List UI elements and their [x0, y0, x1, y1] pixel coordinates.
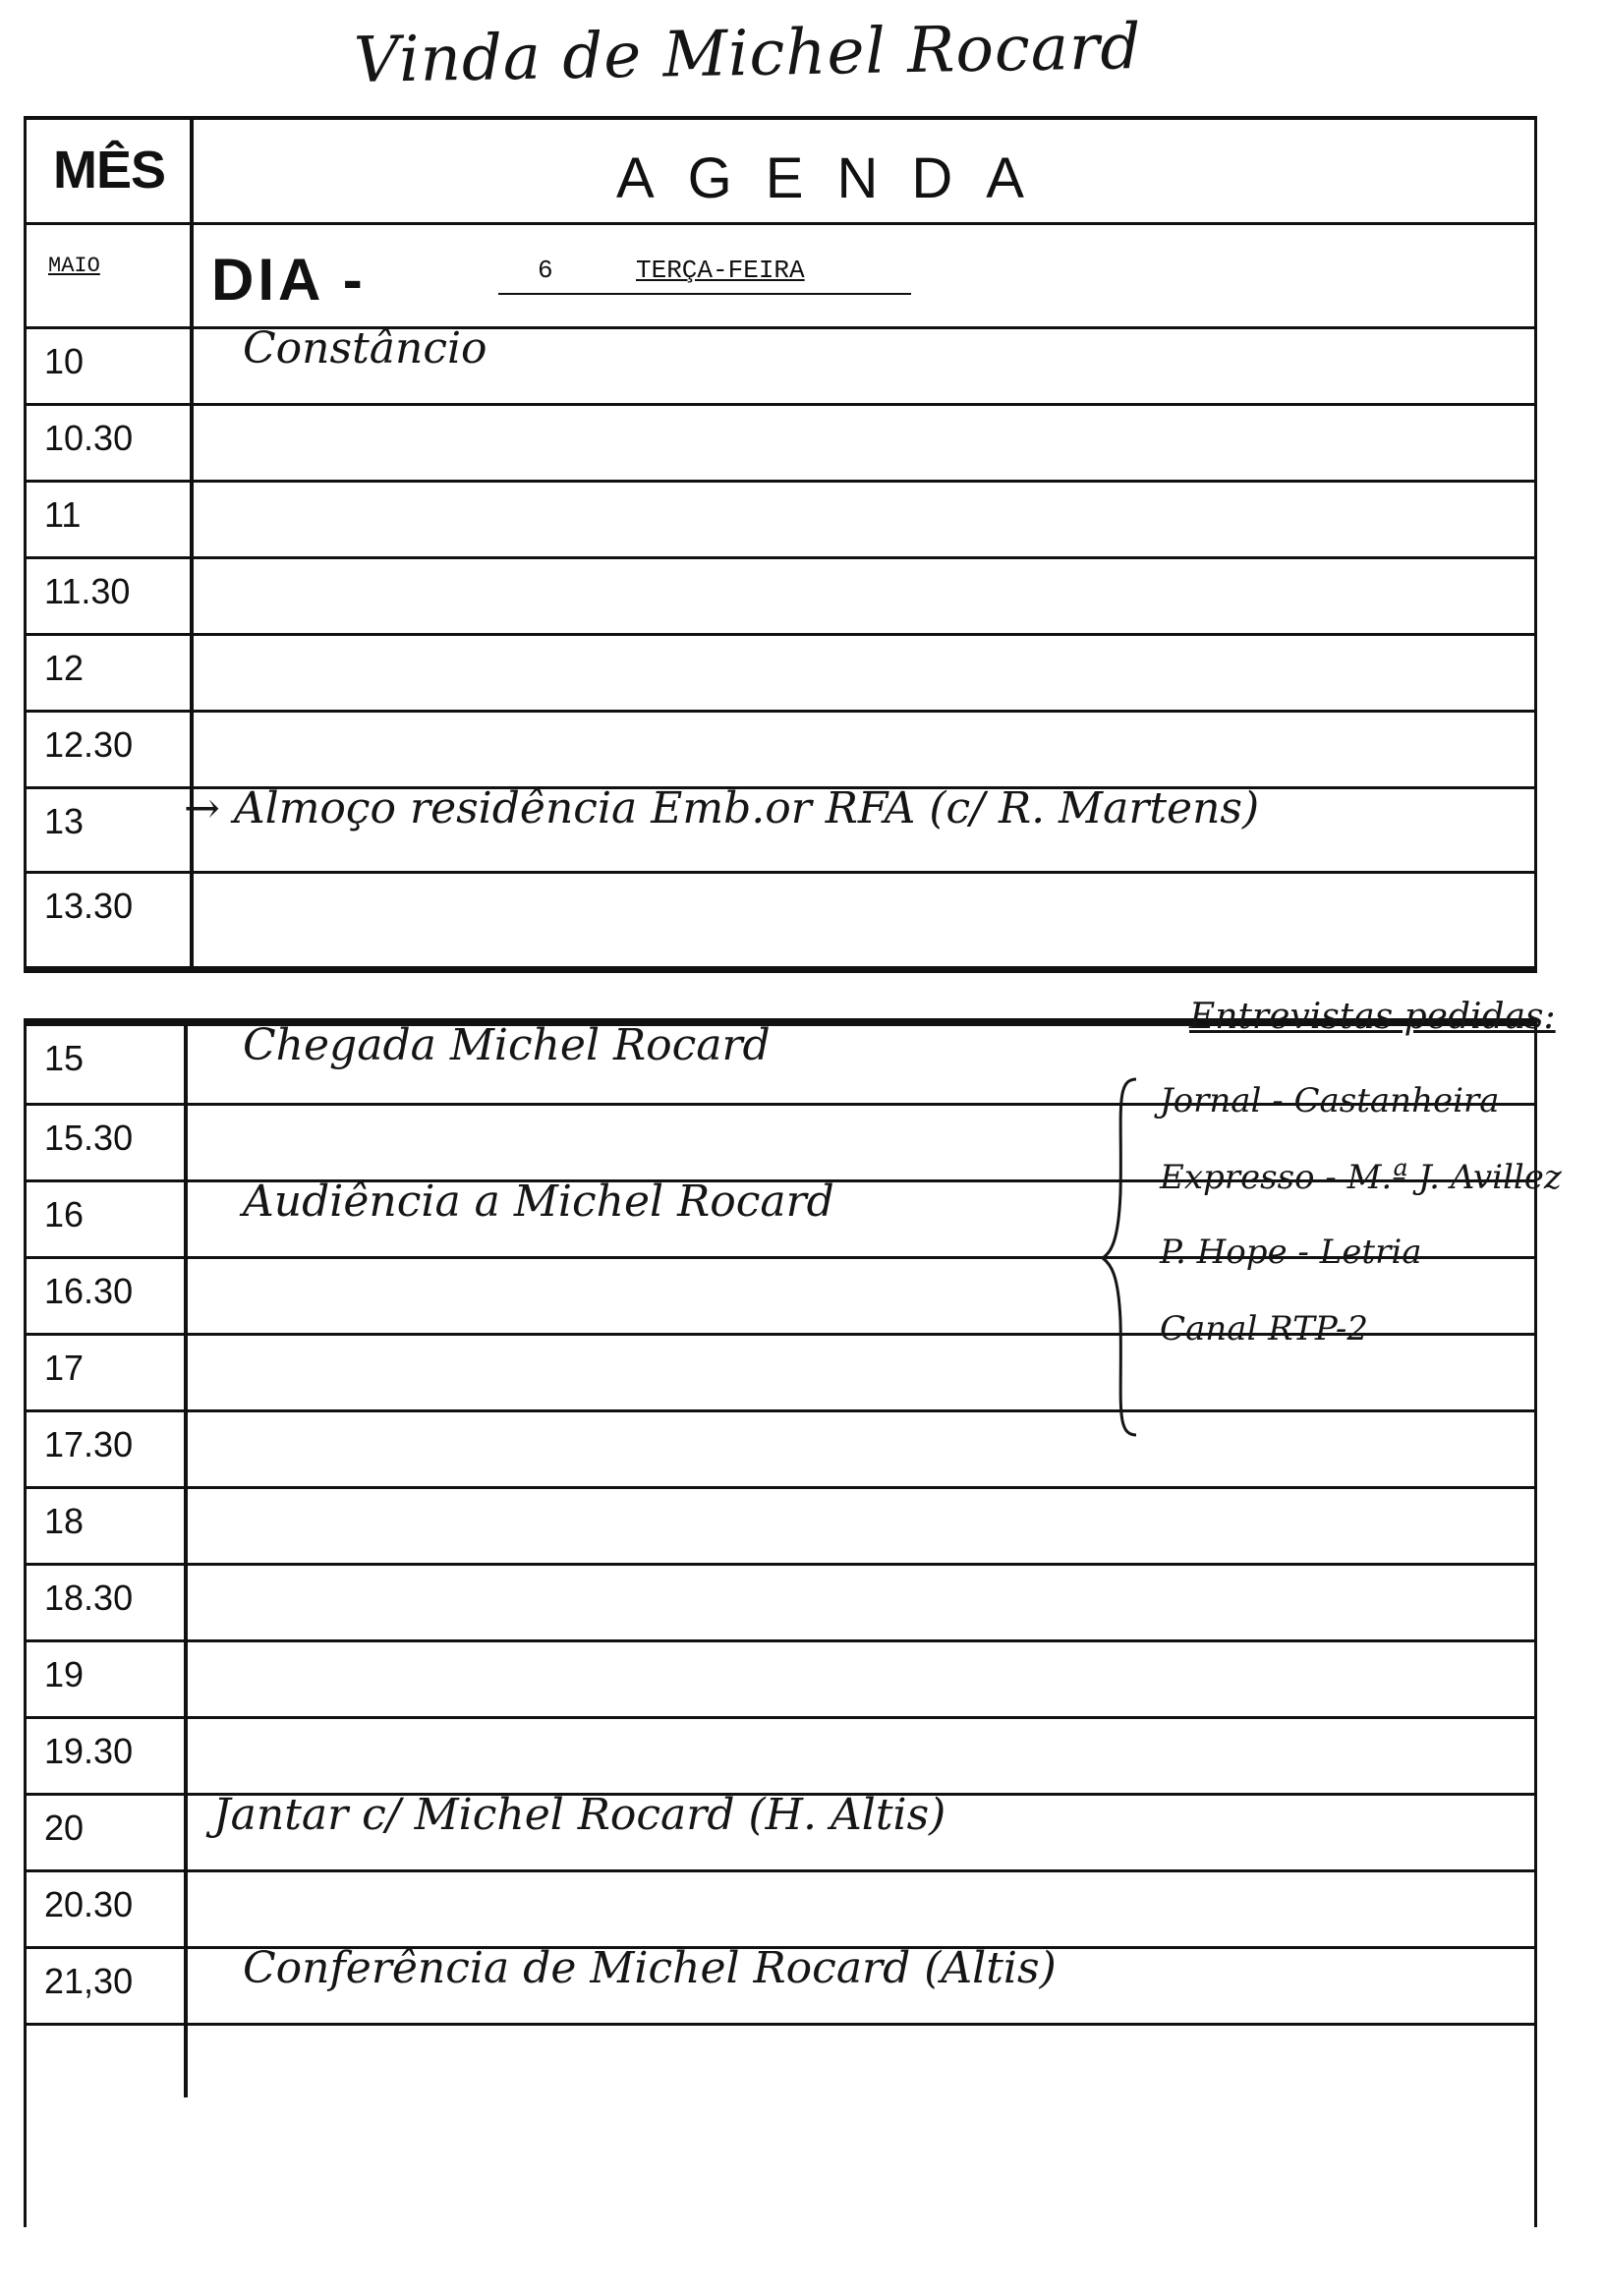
note-item: Jornal - Castanheira — [1160, 1081, 1500, 1120]
interview-requests-note — [1101, 997, 1604, 1439]
day-underline — [498, 293, 911, 295]
note-item: Canal RTP-2 — [1160, 1309, 1368, 1349]
day-label: DIA - — [211, 247, 367, 313]
note-item: Expresso - M.ª J. Avillez — [1160, 1158, 1562, 1197]
time-slot — [27, 1943, 1534, 2001]
time-slot — [27, 1486, 1534, 1541]
time-slot — [27, 480, 1534, 535]
note-heading: Entrevistas pedidas: — [1189, 997, 1556, 1037]
time-slot — [27, 1790, 1534, 1848]
slot-time: 11.30 — [44, 571, 131, 611]
time-slot — [27, 1869, 1534, 1924]
time-slot — [27, 323, 1534, 381]
page-title: Vinda de Michel Rocard — [353, 11, 1143, 97]
slot-time: 19.30 — [44, 1731, 134, 1771]
note-item: P. Hope - Letria — [1160, 1233, 1422, 1272]
time-slot — [27, 871, 1534, 926]
slot-entry: Audiência a Michel Rocard — [243, 1177, 834, 1227]
slot-time: 20 — [44, 1808, 85, 1848]
slot-time: 21,30 — [44, 1961, 134, 2001]
day-number: 6 — [538, 256, 553, 285]
time-slot — [27, 1716, 1534, 1771]
slot-time: 19 — [44, 1654, 85, 1694]
time-slot — [27, 783, 1534, 841]
slot-time: 13.30 — [44, 886, 134, 926]
time-slot — [27, 710, 1534, 765]
slot-time: 11 — [44, 494, 82, 535]
time-column-divider — [190, 120, 194, 966]
slot-time: 16.30 — [44, 1271, 134, 1311]
slot-time: 10 — [44, 341, 85, 381]
slot-entry: Constâncio — [243, 323, 487, 373]
slot-time: 10.30 — [44, 418, 134, 458]
slot-time: 15 — [44, 1038, 85, 1078]
day-weekday: TERÇA-FEIRA — [636, 256, 805, 285]
slot-time: 16 — [44, 1194, 85, 1234]
month-column-header: MÊS — [52, 141, 166, 200]
slot-entry: Conferência de Michel Rocard (Altis) — [243, 1943, 1057, 1993]
slot-time: 12.30 — [44, 724, 134, 765]
slot-time: 15.30 — [44, 1118, 134, 1158]
last-row-divider — [27, 2023, 1534, 2026]
slot-time: 13 — [44, 801, 85, 841]
time-column-divider — [184, 1026, 188, 2097]
agenda-heading: AGENDA — [616, 146, 1058, 210]
agenda-top-block — [24, 116, 1537, 973]
slot-entry: Jantar c/ Michel Rocard (H. Altis) — [213, 1790, 946, 1840]
slot-time: 12 — [44, 648, 85, 688]
slot-time: 20.30 — [44, 1884, 134, 1924]
time-slot — [27, 403, 1534, 458]
slot-entry: → Almoço residência Emb.or RFA (c/ R. Martens) — [184, 783, 1260, 833]
time-slot — [27, 1639, 1534, 1694]
slot-time: 17.30 — [44, 1424, 134, 1464]
slot-time: 18.30 — [44, 1578, 134, 1618]
slot-time: 18 — [44, 1501, 85, 1541]
header-divider — [27, 222, 1534, 225]
curly-brace-icon — [1101, 1075, 1140, 1439]
time-slot — [27, 556, 1534, 611]
time-slot — [27, 1563, 1534, 1618]
time-slot — [27, 633, 1534, 688]
month-value: MAIO — [48, 254, 100, 278]
slot-time: 17 — [44, 1348, 85, 1388]
slot-entry: Chegada Michel Rocard — [243, 1020, 771, 1070]
